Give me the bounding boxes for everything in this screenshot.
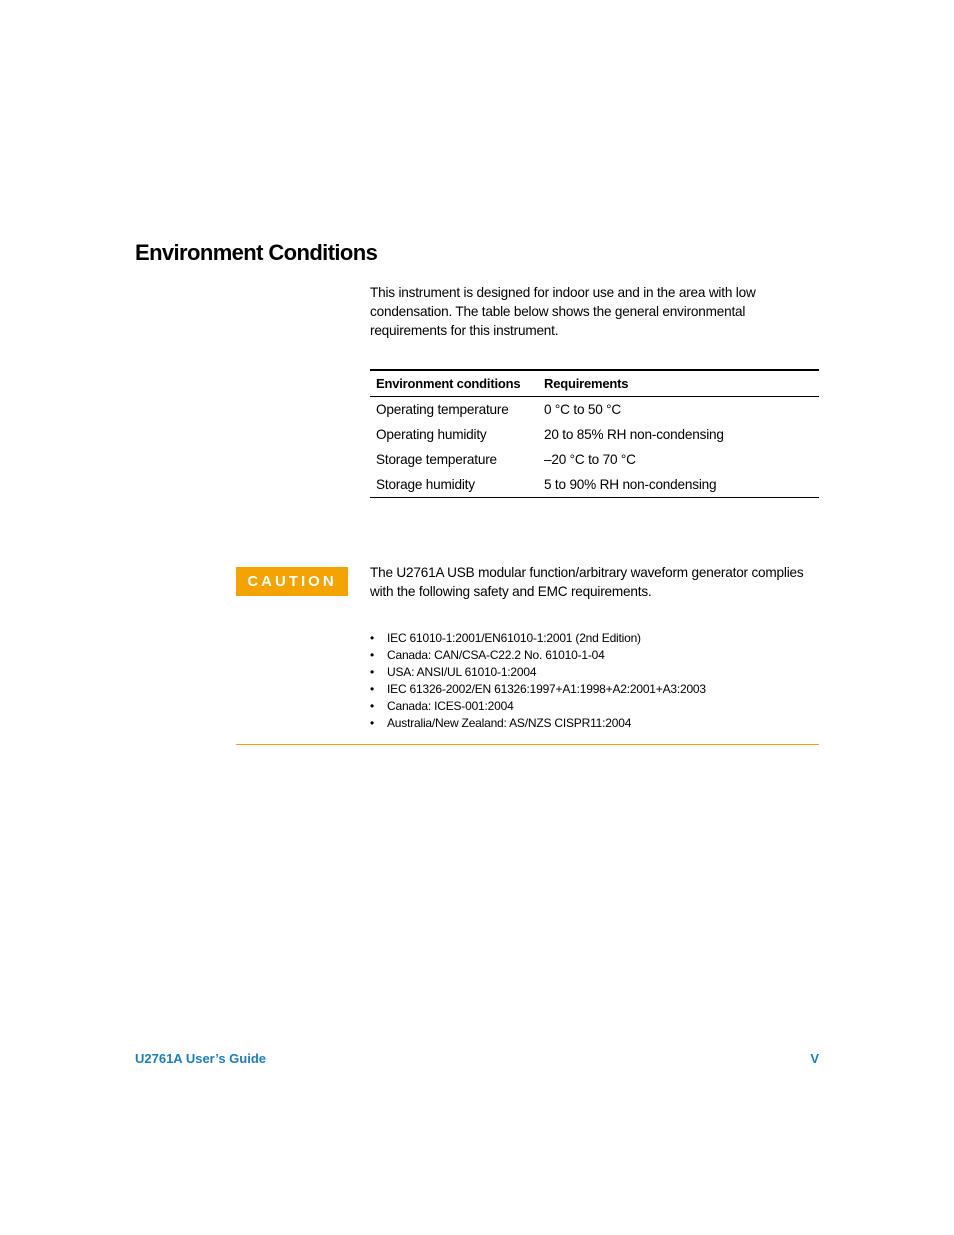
standard-text: IEC 61010-1:2001/EN61010-1:2001 (2nd Edition) bbox=[387, 631, 641, 645]
bullet-icon: • bbox=[370, 648, 375, 662]
condition-cell: Storage temperature bbox=[376, 452, 497, 467]
bullet-icon: • bbox=[370, 631, 375, 645]
table-row bbox=[370, 397, 819, 423]
list-item bbox=[370, 630, 706, 647]
bullet-icon: • bbox=[370, 716, 375, 730]
footer-page-number: V bbox=[810, 1051, 819, 1066]
condition-cell: Storage humidity bbox=[376, 477, 475, 492]
bullet-icon: • bbox=[370, 699, 375, 713]
caution-badge: CAUTION bbox=[236, 567, 348, 596]
caution-text: The U2761A USB modular function/arbitrary waveform generator complies with the following safety and EMC requirements. bbox=[370, 565, 804, 599]
bullet-icon: • bbox=[370, 682, 375, 696]
table-row bbox=[370, 472, 819, 498]
list-item bbox=[370, 664, 706, 681]
list-item bbox=[370, 681, 706, 698]
requirement-cell: –20 °C to 70 °C bbox=[544, 452, 636, 467]
column-header-requirements: Requirements bbox=[544, 376, 629, 391]
condition-cell: Operating temperature bbox=[376, 402, 509, 417]
standard-text: Canada: CAN/CSA-C22.2 No. 61010-1-04 bbox=[387, 648, 605, 662]
standard-text: IEC 61326-2002/EN 61326:1997+A1:1998+A2:2001+A3:2003 bbox=[387, 682, 706, 696]
standard-text: USA: ANSI/UL 61010-1:2004 bbox=[387, 665, 537, 679]
list-item bbox=[370, 647, 706, 664]
caution-divider bbox=[236, 744, 819, 745]
list-item bbox=[370, 698, 706, 715]
page-title: Environment Conditions bbox=[135, 240, 378, 265]
bullet-icon: • bbox=[370, 665, 375, 679]
standard-text: Canada: ICES-001:2004 bbox=[387, 699, 514, 713]
environment-table bbox=[370, 369, 819, 498]
table-row bbox=[370, 422, 819, 447]
intro-paragraph: This instrument is designed for indoor use and in the area with low condensation. The table below shows the general environmental requirements for this instrument. bbox=[370, 285, 756, 338]
requirement-cell: 5 to 90% RH non-condensing bbox=[544, 477, 717, 492]
requirement-cell: 0 °C to 50 °C bbox=[544, 402, 622, 417]
list-item bbox=[370, 715, 706, 732]
footer-guide-title: U2761A User’s Guide bbox=[135, 1051, 267, 1066]
standard-text: Australia/New Zealand: AS/NZS CISPR11:2004 bbox=[387, 716, 632, 730]
table-row bbox=[370, 447, 819, 472]
standards-list bbox=[370, 630, 706, 732]
requirement-cell: 20 to 85% RH non-condensing bbox=[544, 427, 724, 442]
column-header-conditions: Environment conditions bbox=[376, 376, 521, 391]
condition-cell: Operating humidity bbox=[376, 427, 487, 442]
table-header-row bbox=[370, 370, 819, 397]
